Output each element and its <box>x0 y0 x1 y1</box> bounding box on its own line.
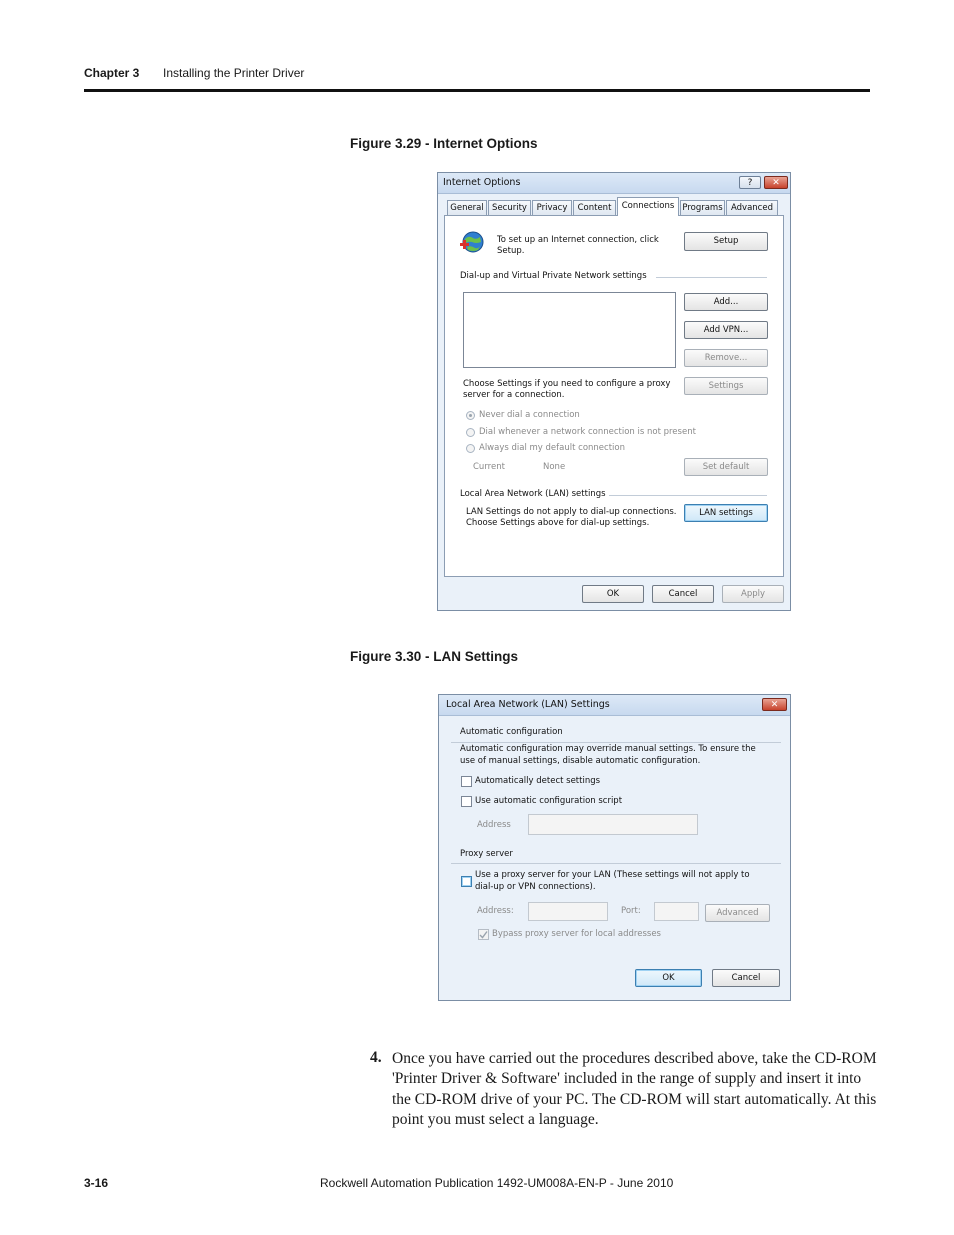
proxy-port-input[interactable] <box>654 902 699 921</box>
proxy-text-line1: Choose Settings if you need to configure a proxy <box>463 379 671 389</box>
auto-config-group-label: Automatic configuration <box>460 727 563 737</box>
use-proxy-label-line2: dial-up or VPN connections). <box>475 882 596 892</box>
remove-button[interactable]: Remove... <box>684 349 768 367</box>
add-vpn-button[interactable]: Add VPN... <box>684 321 768 339</box>
tab-general[interactable]: General <box>447 200 487 215</box>
current-value: None <box>543 462 566 472</box>
dialup-group-label: Dial-up and Virtual Private Network settings <box>460 271 647 281</box>
title-bar <box>439 695 790 716</box>
radio-never-dial-label: Never dial a connection <box>479 410 580 420</box>
ok-button[interactable]: OK <box>582 585 644 603</box>
radio-dial-whenever[interactable] <box>466 428 475 437</box>
tab-advanced[interactable]: Advanced <box>726 200 778 215</box>
page-number: 3-16 <box>84 1176 109 1190</box>
script-address-input[interactable] <box>528 814 698 835</box>
tab-content[interactable]: Content <box>573 200 616 215</box>
dialog-title: Local Area Network (LAN) Settings <box>446 699 610 710</box>
tab-privacy[interactable]: Privacy <box>532 200 572 215</box>
bypass-proxy-checkbox[interactable] <box>478 929 489 940</box>
radio-never-dial[interactable] <box>466 411 475 420</box>
use-proxy-checkbox[interactable] <box>461 876 472 887</box>
auto-detect-checkbox[interactable] <box>461 776 472 787</box>
bypass-proxy-label: Bypass proxy server for local addresses <box>492 929 661 939</box>
proxy-server-separator <box>451 863 781 864</box>
lan-group-label: Local Area Network (LAN) settings <box>460 489 606 499</box>
auto-detect-label: Automatically detect settings <box>475 776 601 786</box>
lan-separator <box>609 495 767 496</box>
setup-text-line1: To set up an Internet connection, click <box>497 235 659 245</box>
lan-text-line2: Choose Settings above for dial-up settings. <box>466 518 650 528</box>
proxy-address-label: Address: <box>477 906 514 916</box>
cancel-button[interactable]: Cancel <box>652 585 714 603</box>
dialup-separator <box>656 277 767 278</box>
radio-always-dial-label: Always dial my default connection <box>479 443 625 453</box>
radio-always-dial[interactable] <box>466 444 475 453</box>
radio-dial-whenever-label: Dial whenever a network connection is not present <box>479 427 696 437</box>
proxy-text-line2: server for a connection. <box>463 390 565 400</box>
lan-settings-button[interactable]: LAN settings <box>684 504 768 522</box>
auto-config-separator <box>451 742 781 743</box>
auto-config-text-line2: use of manual settings, disable automatic configuration. <box>460 756 701 766</box>
add-button[interactable]: Add... <box>684 293 768 311</box>
dialog-title: Internet Options <box>443 177 521 188</box>
internet-options-dialog <box>437 172 791 611</box>
chapter-label: Chapter 3 <box>84 66 140 80</box>
header-rule <box>84 89 870 92</box>
proxy-server-group-label: Proxy server <box>460 849 513 859</box>
proxy-address-input[interactable] <box>528 902 608 921</box>
tab-programs[interactable]: Programs <box>680 200 725 215</box>
settings-button[interactable]: Settings <box>684 377 768 395</box>
port-label: Port: <box>621 906 641 916</box>
cancel-button[interactable]: Cancel <box>712 969 780 987</box>
apply-button[interactable]: Apply <box>722 585 784 603</box>
connections-panel <box>444 215 784 577</box>
set-default-button[interactable]: Set default <box>684 458 768 476</box>
publication-info: Rockwell Automation Publication 1492-UM008A-EN-P - June 2010 <box>320 1176 674 1190</box>
globe-network-icon <box>459 230 485 256</box>
setup-text-line2: Setup. <box>497 246 525 256</box>
advanced-button[interactable]: Advanced <box>705 904 770 922</box>
help-button[interactable]: ? <box>739 176 761 189</box>
figure-caption-internet-options: Figure 3.29 - Internet Options <box>350 136 538 151</box>
check-mark-icon <box>479 930 488 939</box>
auto-script-label: Use automatic configuration script <box>475 796 623 806</box>
close-button[interactable]: ✕ <box>762 698 787 711</box>
close-button[interactable]: ✕ <box>764 176 788 189</box>
step-number: 4. <box>370 1049 382 1066</box>
title-bar <box>438 173 790 194</box>
ok-button[interactable]: OK <box>635 969 702 987</box>
setup-button[interactable]: Setup <box>684 232 768 251</box>
connections-list[interactable] <box>463 292 676 368</box>
lan-settings-dialog <box>438 694 791 1001</box>
script-address-label: Address <box>477 820 511 830</box>
use-proxy-label-line1: Use a proxy server for your LAN (These settings will not apply to <box>475 870 750 880</box>
step-text: Once you have carried out the procedures described above, take the CD-ROM 'Printer Driver & Software' included in the range of supply and insert it into the CD-ROM drive of your PC. The CD-ROM will start automatically. At this point you must select a language. <box>392 1050 877 1128</box>
tab-connections[interactable]: Connections <box>617 197 679 216</box>
current-label: Current <box>473 462 505 472</box>
auto-script-checkbox[interactable] <box>461 796 472 807</box>
figure-caption-lan-settings: Figure 3.30 - LAN Settings <box>350 649 519 664</box>
auto-config-text-line1: Automatic configuration may override manual settings. To ensure the <box>460 744 756 754</box>
lan-text-line1: LAN Settings do not apply to dial-up connections. <box>466 507 677 517</box>
chapter-title: Installing the Printer Driver <box>163 66 305 80</box>
tab-security[interactable]: Security <box>488 200 531 215</box>
